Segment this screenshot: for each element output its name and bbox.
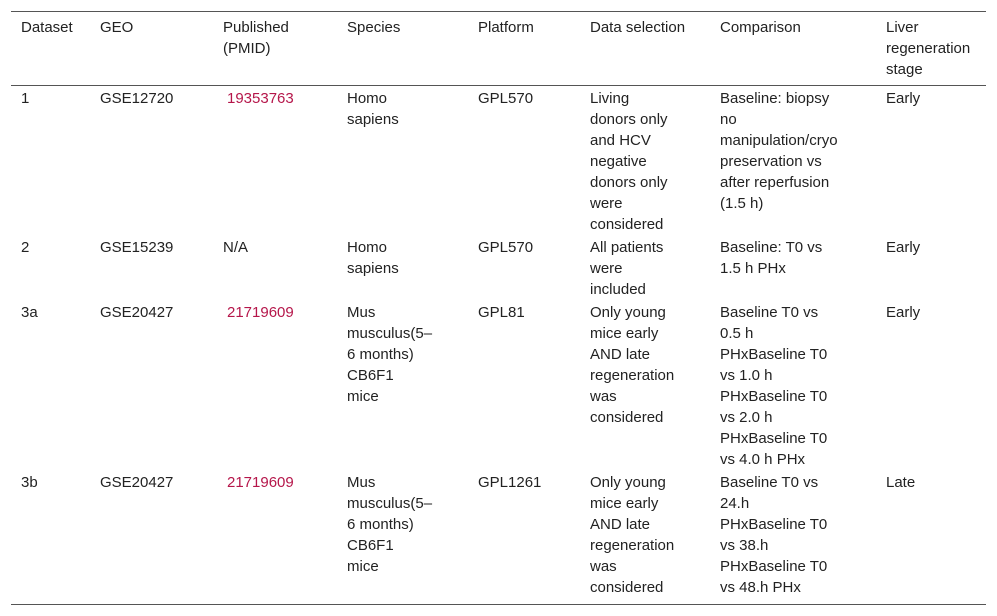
cell-data-selection: Living donors only and HCV negative donors only were considered xyxy=(590,90,668,233)
cell-dataset: 3a xyxy=(21,304,38,321)
cell-geo: GSE15239 xyxy=(100,239,174,256)
cell-data-selection: Only young mice early AND late regeneration was considered xyxy=(590,304,675,426)
pmid-link[interactable]: 21719609 xyxy=(227,304,294,321)
cell-stage: Early xyxy=(886,90,921,107)
pmid-link[interactable]: 19353763 xyxy=(227,90,294,107)
header-species: Species xyxy=(347,19,401,36)
cell-species: Mus musculus(5– 6 months) CB6F1 mice xyxy=(347,304,433,405)
cell-dataset: 2 xyxy=(21,239,30,256)
cell-geo: GSE12720 xyxy=(100,90,174,107)
cell-platform: GPL1261 xyxy=(478,474,542,491)
cell-stage: Late xyxy=(886,474,916,491)
header-data-selection: Data selection xyxy=(590,19,686,36)
cell-data-selection: All patients were included xyxy=(590,239,664,298)
cell-platform: GPL570 xyxy=(478,90,534,107)
cell-geo: GSE20427 xyxy=(100,304,174,321)
table-header-rule xyxy=(11,85,986,86)
header-stage: Liver regeneration stage xyxy=(886,19,971,78)
cell-geo: GSE20427 xyxy=(100,474,174,491)
header-dataset: Dataset xyxy=(21,19,73,36)
cell-species: Homo sapiens xyxy=(347,239,399,277)
cell-published: N/A xyxy=(223,239,249,256)
cell-dataset: 3b xyxy=(21,474,38,491)
cell-stage: Early xyxy=(886,304,921,321)
header-comparison: Comparison xyxy=(720,19,801,36)
table-top-rule xyxy=(11,11,986,12)
header-geo: GEO xyxy=(100,19,134,36)
cell-comparison: Baseline: biopsy no manipulation/cryo preservation vs after reperfusion (1.5 h) xyxy=(720,90,838,212)
cell-species: Mus musculus(5– 6 months) CB6F1 mice xyxy=(347,474,433,575)
cell-platform: GPL570 xyxy=(478,239,534,256)
cell-comparison: Baseline: T0 vs 1.5 h PHx xyxy=(720,239,823,277)
header-platform: Platform xyxy=(478,19,534,36)
cell-dataset: 1 xyxy=(21,90,30,107)
cell-platform: GPL81 xyxy=(478,304,525,321)
cell-species: Homo sapiens xyxy=(347,90,399,128)
pmid-link[interactable]: 21719609 xyxy=(227,474,294,491)
cell-data-selection: Only young mice early AND late regeneration was considered xyxy=(590,474,675,596)
table-bottom-rule xyxy=(11,604,986,605)
header-published: Published (PMID) xyxy=(223,19,289,57)
cell-comparison: Baseline T0 vs 0.5 h PHxBaseline T0 vs 1.0 h PHxBaseline T0 vs 2.0 h PHxBaseline T0 vs 4.0 h PHx xyxy=(720,304,828,468)
cell-stage: Early xyxy=(886,239,921,256)
cell-comparison: Baseline T0 vs 24.h PHxBaseline T0 vs 38.h PHxBaseline T0 vs 48.h PHx xyxy=(720,474,828,596)
